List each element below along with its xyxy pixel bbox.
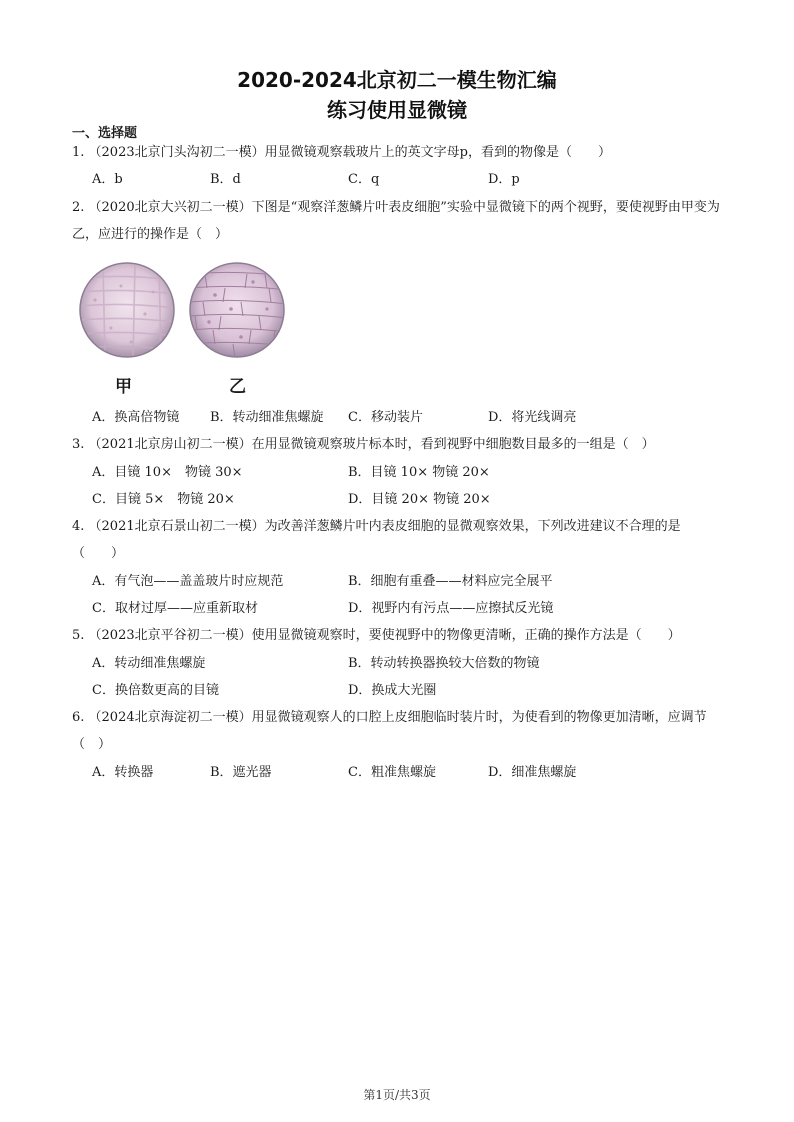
question-6-text: 6. （2024北京海淀初二一模）用显微镜观察人的口腔上皮细胞临时装片时，为使看到的物像更加清晰，应调节（ ） — [72, 710, 707, 752]
q5-option-d: D．换成大光圈 — [348, 683, 437, 698]
q6-option-a: A．转换器 — [92, 765, 154, 780]
q2-option-b: B．转动细准焦螺旋 — [210, 410, 324, 425]
q1-option-d: D．p — [488, 172, 520, 187]
field-yi-clear — [189, 263, 287, 358]
q2-option-c: C．移动装片 — [348, 410, 423, 425]
question-3-text: 3. （2021北京房山初二一模）在用显微镜观察玻片标本时，看到视野中细胞数目最多的一组是（ ） — [72, 437, 655, 452]
document-subtitle: 练习使用显微镜 — [327, 98, 467, 122]
section-heading: 一、选择题 — [72, 126, 138, 141]
q1-option-c: C．q — [348, 172, 380, 187]
q4-option-d: D．视野内有污点——应擦拭反光镜 — [348, 601, 554, 616]
q2-option-d: D．将光线调亮 — [488, 410, 577, 425]
q3-option-d: D．目镜 20× 物镜 20× — [348, 492, 491, 507]
q2-option-a: A．换高倍物镜 — [92, 410, 180, 425]
q5-option-a: A．转动细准焦螺旋 — [92, 656, 206, 671]
microscope-fields-figure — [75, 262, 293, 362]
document-title: 2020-2024北京初二一模生物汇编 — [237, 68, 557, 92]
question-4-text: 4. （2021北京石景山初二一模）为改善洋葱鳞片叶内表皮细胞的显微观察效果，下列改进建议不合理的是（ ） — [72, 519, 681, 561]
q6-option-d: D．细准焦螺旋 — [488, 765, 577, 780]
page-number: 第1页/共3页 — [363, 1088, 431, 1102]
q6-option-b: B．遮光器 — [210, 765, 272, 780]
figure-label-yi: 乙 — [229, 377, 246, 397]
q5-option-b: B．转动转换器换较大倍数的物镜 — [348, 656, 540, 671]
q3-option-c: C．目镜 5× 物镜 20× — [92, 492, 235, 507]
field-jia-blurry — [79, 262, 175, 362]
q4-option-c: C．取材过厚——应重新取材 — [92, 601, 258, 616]
question-2-text: 2. （2020北京大兴初二一模）下图是“观察洋葱鳞片叶表皮细胞”实验中显微镜下的两个视野，要使视野由甲变为乙，应进行的操作是（ ） — [72, 200, 720, 242]
question-5-text: 5. （2023北京平谷初二一模）使用显微镜观察时，要使视野中的物像更清晰，正确的操作方法是（ ） — [72, 628, 681, 643]
q5-option-c: C．换倍数更高的目镜 — [92, 683, 219, 698]
q3-option-b: B．目镜 10× 物镜 20× — [348, 465, 490, 480]
q1-option-a: A．b — [92, 172, 123, 187]
q4-option-b: B．细胞有重叠——材料应完全展平 — [348, 574, 553, 589]
question-1-text: 1. （2023北京门头沟初二一模）用显微镜观察载玻片上的英文字母p，看到的物像是（ ） — [72, 145, 611, 160]
q3-option-a: A．目镜 10× 物镜 30× — [92, 465, 243, 480]
q1-option-b: B．d — [210, 172, 241, 187]
q6-option-c: C．粗准焦螺旋 — [348, 765, 436, 780]
figure-label-jia: 甲 — [115, 377, 132, 397]
q4-option-a: A．有气泡——盖盖玻片时应规范 — [92, 574, 284, 589]
